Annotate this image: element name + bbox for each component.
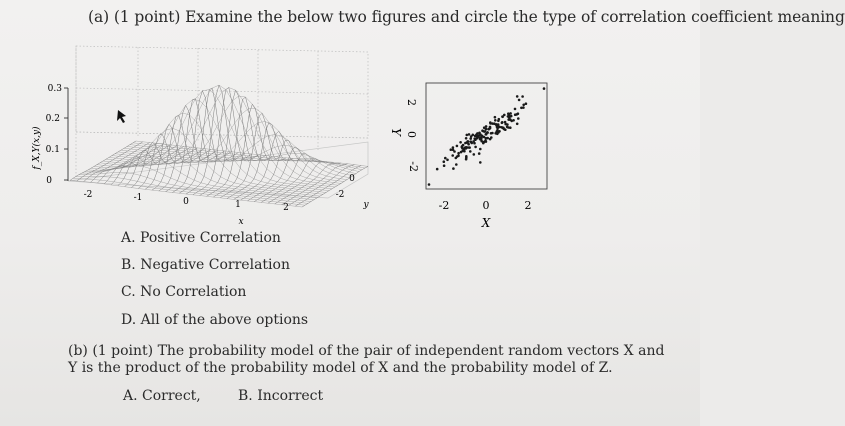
question-a-text: (a) (1 point) Examine the below two figures and circle the type of correlation coefficient meaning xyxy=(88,8,845,26)
scatter-point xyxy=(517,112,520,115)
scatter-point xyxy=(489,138,492,141)
arrow-pointer-icon xyxy=(117,110,126,123)
surface-mesh xyxy=(70,85,368,207)
scatter-point xyxy=(455,163,458,166)
scatter-point xyxy=(514,108,517,111)
scatter-point xyxy=(465,137,468,140)
x-tick-label: 1 xyxy=(235,200,241,210)
surface-mesh-line xyxy=(241,140,307,200)
scatter-point xyxy=(478,152,481,155)
scatter-point xyxy=(508,116,511,119)
scatter-point xyxy=(508,113,511,116)
scatter-point xyxy=(494,116,497,119)
answer-correct[interactable]: A. Correct, xyxy=(123,388,201,404)
scatter-point xyxy=(451,154,454,157)
scatter-point xyxy=(436,168,439,171)
z-tick-label: 0 xyxy=(46,176,52,186)
scatter-point xyxy=(465,146,468,149)
scatter-point xyxy=(514,113,517,116)
scatter-x-axis-label: X xyxy=(481,216,491,230)
z-tick-label: 0.1 xyxy=(45,145,60,155)
scatter-point xyxy=(481,129,484,132)
scatter-point xyxy=(479,161,482,164)
surface-mesh-line xyxy=(109,96,341,183)
scatter-point xyxy=(469,137,472,140)
scatter-point xyxy=(516,95,519,98)
scatter-point xyxy=(496,133,499,136)
scatter-point xyxy=(452,146,455,149)
scatter-point xyxy=(464,142,467,145)
scatter-point xyxy=(522,104,525,107)
scatter-point xyxy=(494,119,497,122)
x-axis-label: x xyxy=(238,217,244,227)
scatter-point xyxy=(518,99,521,102)
scatter-point xyxy=(466,134,469,137)
scatter-point xyxy=(453,150,456,153)
question-b-text: (b) (1 point) The probability model of the pair of independent random vectors X and Y is the product of the probability model of X and the probability model of Z. xyxy=(68,343,665,376)
scatter-point xyxy=(485,125,488,128)
scatter-point xyxy=(457,154,460,157)
y-axis-label: y xyxy=(363,200,369,210)
surface-mesh-line xyxy=(220,113,286,198)
scatter-point xyxy=(455,157,458,160)
surface-mesh-line xyxy=(159,105,225,191)
scatter-point xyxy=(503,128,506,131)
y-tick-label: 0 xyxy=(349,174,355,184)
scatter-point xyxy=(452,167,455,170)
scatter-plot xyxy=(372,78,562,236)
z-tick-label: 0.3 xyxy=(47,84,62,94)
scatter-point xyxy=(506,126,509,129)
scatter-point xyxy=(503,114,506,117)
z-axis-label: f_X,Y(x,y) xyxy=(32,126,42,170)
scatter-y-tick-label: -2 xyxy=(407,161,420,172)
scatter-point xyxy=(474,146,477,149)
scatter-point xyxy=(489,121,492,124)
scatter-point xyxy=(469,150,472,153)
scatter-point xyxy=(443,160,446,163)
scatter-point xyxy=(483,141,486,144)
scatter-x-tick-label: -2 xyxy=(438,199,450,212)
scatter-point xyxy=(498,118,501,121)
scatter-point xyxy=(467,140,470,143)
scatter-point xyxy=(522,106,525,109)
z-tick-label: 0.2 xyxy=(45,114,60,124)
scatter-point xyxy=(509,126,512,129)
scatter-point xyxy=(459,141,462,144)
option-c-none[interactable]: C. No Correlation xyxy=(121,284,247,300)
scatter-point xyxy=(443,164,446,167)
scatter-point xyxy=(456,145,459,148)
surface-mesh-line xyxy=(84,143,150,182)
scatter-point xyxy=(468,133,471,136)
scatter-point xyxy=(478,132,481,135)
scatter-y-tick-label: 0 xyxy=(405,131,418,138)
scatter-point xyxy=(463,150,466,153)
scatter-point xyxy=(491,132,494,135)
scatter-point xyxy=(484,130,487,133)
scatter-point xyxy=(446,159,449,162)
scatter-point xyxy=(473,153,476,156)
scatter-point xyxy=(479,148,482,151)
scatter-y-tick-label: 2 xyxy=(405,99,418,106)
x-tick-label: -2 xyxy=(83,190,93,200)
scatter-point xyxy=(465,158,468,161)
scatter-point xyxy=(543,87,546,90)
scatter-point xyxy=(516,123,519,126)
scatter-point xyxy=(480,137,483,140)
x-tick-label: 2 xyxy=(283,203,289,213)
y-tick-label: -2 xyxy=(335,190,345,200)
scatter-point xyxy=(450,148,453,151)
scatter-point xyxy=(493,122,496,125)
z-axis xyxy=(64,88,68,181)
x-tick-label: 0 xyxy=(183,197,189,207)
scatter-x-tick-label: 0 xyxy=(482,199,490,212)
option-d-all[interactable]: D. All of the above options xyxy=(121,312,309,328)
option-b-negative[interactable]: B. Negative Correlation xyxy=(121,257,290,273)
scatter-point xyxy=(474,138,477,141)
scatter-point xyxy=(475,135,478,138)
scatter-point xyxy=(485,137,488,140)
scatter-point xyxy=(525,102,528,105)
x-tick-label: -1 xyxy=(133,193,143,203)
scatter-point xyxy=(473,142,476,145)
scatter-plot-frame xyxy=(426,83,547,189)
scatter-point xyxy=(504,123,507,126)
option-a-positive[interactable]: A. Positive Correlation xyxy=(121,230,281,246)
scatter-point xyxy=(485,128,488,131)
scatter-point xyxy=(501,122,504,125)
scatter-point xyxy=(457,152,460,155)
scatter-point xyxy=(489,127,492,130)
scatter-point xyxy=(472,134,475,137)
surface-mesh-line xyxy=(88,144,320,197)
scatter-point xyxy=(521,95,524,98)
surface-mesh-line xyxy=(268,162,334,204)
scatter-point xyxy=(428,183,431,186)
scatter-points xyxy=(428,87,546,186)
scatter-point xyxy=(461,145,464,148)
scatter-point xyxy=(470,140,473,143)
surface-plot xyxy=(28,38,384,228)
scatter-x-tick-label: 2 xyxy=(524,199,532,212)
scatter-y-axis-label: Y xyxy=(389,128,403,136)
scatter-point xyxy=(444,157,447,160)
scatter-point xyxy=(517,117,520,120)
scatter-point xyxy=(512,119,515,122)
answer-incorrect[interactable]: B. Incorrect xyxy=(238,388,324,404)
scatter-point xyxy=(496,129,499,132)
scatter-point xyxy=(485,133,488,136)
